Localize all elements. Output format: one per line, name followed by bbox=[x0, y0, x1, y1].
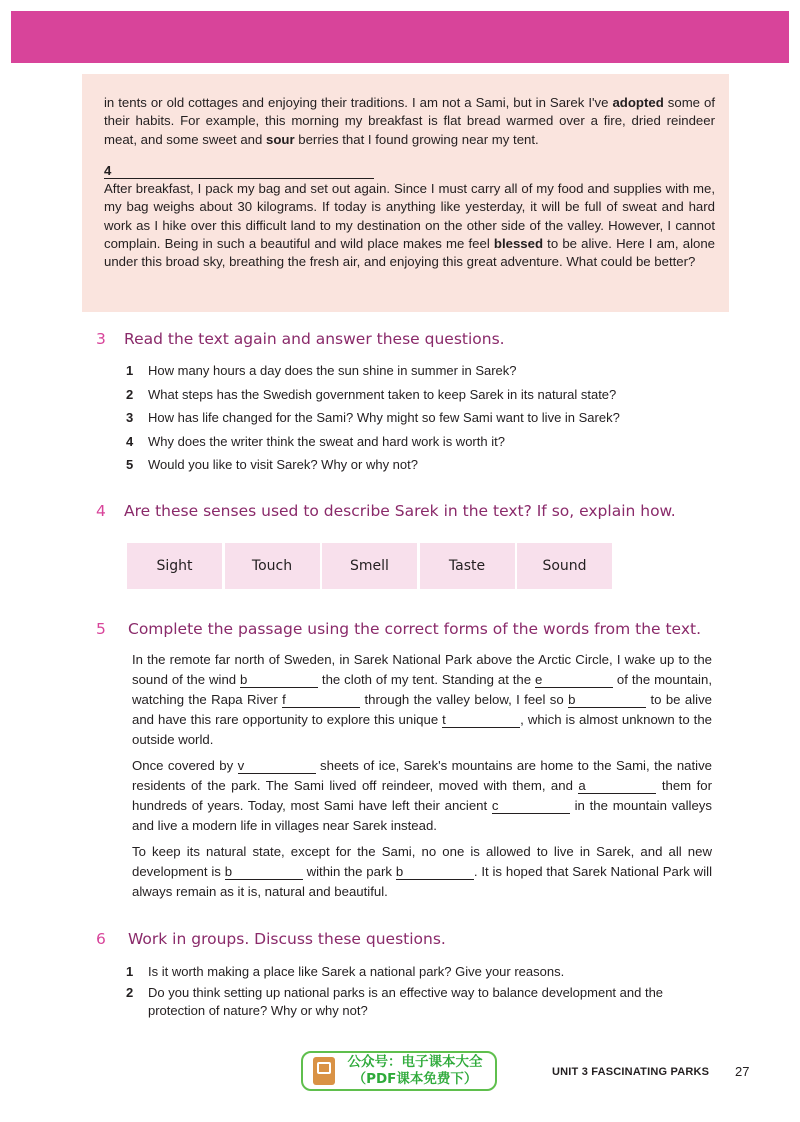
reading-paragraph: After breakfast, I pack my bag and set out again. Since I must carry all of my food and supplies with me, my bag weighs about 30 kilograms. If today is anything like yesterday, it will be full of sweat and hard work as I hike over this difficult land to my destination on the other side of the valley. However, I cannot complain. Being in such a beautiful and wild place makes me feel blessed to be alive. Here I am, alone under this broad sky, breathing the fresh air, and enjoying this great adventure. What could be better? bbox=[104, 181, 715, 270]
answer-blank[interactable]: b bbox=[396, 865, 474, 880]
senses-table bbox=[127, 541, 615, 589]
exercise-3-questions bbox=[126, 359, 620, 477]
vocab-word: blessed bbox=[493, 236, 544, 252]
question-item: 5 Would you like to visit Sarek? Why or why not? bbox=[126, 457, 418, 473]
badge-line: 公众号：电子课本大全 bbox=[347, 1054, 483, 1070]
answer-blank[interactable]: c bbox=[492, 799, 570, 814]
exercise-6-heading bbox=[96, 930, 446, 948]
sense-cell: Sound bbox=[517, 543, 612, 589]
sense-cell: Touch bbox=[225, 543, 320, 589]
exercise-title: Work in groups. Discuss these questions. bbox=[128, 930, 446, 948]
cloze-paragraph: To keep its natural state, except for the Sami, no one is allowed to live in Sarek, and all new development is b within the park b . It is hoped that Sarek National Park will always remain as it is, natural and beautiful. bbox=[132, 844, 712, 899]
sense-cell: Sight bbox=[127, 543, 222, 589]
exercise-number: 4 bbox=[96, 502, 106, 520]
answer-blank[interactable]: b bbox=[225, 865, 303, 880]
promo-badge bbox=[301, 1051, 497, 1091]
exercise-3-heading bbox=[96, 330, 505, 348]
answer-blank[interactable]: f bbox=[282, 693, 360, 708]
exercise-title: Complete the passage using the correct forms of the words from the text. bbox=[128, 620, 701, 638]
sense-cell: Smell bbox=[322, 543, 417, 589]
answer-blank[interactable]: b bbox=[240, 673, 318, 688]
vocab-word: sour bbox=[266, 131, 295, 147]
page-number: 27 bbox=[735, 1064, 750, 1079]
unit-label: UNIT 3 FASCINATING PARKS bbox=[552, 1066, 710, 1078]
exercise-number: 5 bbox=[96, 620, 106, 638]
cloze-paragraph: Once covered by v sheets of ice, Sarek's mountains are home to the Sami, the native residents of the park. The Sami lived off reindeer, moved with them, and a them for hundreds of years. Today, most Sami have left their ancient c in the mountain valleys and live a modern life in villages near Sarek instead. bbox=[132, 758, 713, 833]
question-item: 2 Do you think setting up national parks is an effective way to balance development and the protection of nature? Why or why not? bbox=[126, 984, 664, 1018]
answer-blank[interactable]: v bbox=[238, 759, 316, 774]
exercise-4-heading bbox=[96, 502, 676, 520]
exercise-title: Are these senses used to describe Sarek in the text? If so, explain how. bbox=[124, 502, 676, 520]
exercise-5-heading bbox=[96, 620, 701, 638]
question-item: 4 Why does the writer think the sweat and hard work is worth it? bbox=[126, 433, 505, 449]
question-item: 2 What steps has the Swedish government taken to keep Sarek in its natural state? bbox=[126, 386, 617, 402]
question-item: 1 Is it worth making a place like Sarek a national park? Give your reasons. bbox=[126, 964, 565, 980]
answer-blank[interactable]: b bbox=[568, 693, 646, 708]
reading-paragraph: in tents or old cottages and enjoying their traditions. I am not a Sami, but in Sarek I've adopted some of their habits. For example, this morning my breakfast is flat bread warmed over a fire, dried reindeer meat, and some sweet and sour berries that I found growing near my tent. bbox=[104, 95, 716, 147]
reading-passage bbox=[82, 74, 729, 312]
cloze-paragraph: In the remote far north of Sweden, in Sarek National Park above the Arctic Circle, I wake up to the sound of the wind b the cloth of my tent. Standing at the e of the mountain, watching the Rapa River f through the valley below, I feel so b to be alive and have this rare opportunity to explore this unique t , which is almost unknown to the outside world. bbox=[132, 652, 712, 747]
exercise-number: 6 bbox=[96, 930, 106, 948]
vocab-word: adopted bbox=[612, 95, 664, 110]
cloze-passage bbox=[132, 650, 712, 908]
sense-cell: Taste bbox=[420, 543, 515, 589]
answer-blank[interactable]: e bbox=[535, 673, 613, 688]
badge-line: （PDF课本免费下） bbox=[352, 1071, 478, 1087]
question-item: 3 How has life changed for the Sami? Why might so few Sami want to live in Sarek? bbox=[126, 410, 620, 426]
answer-blank[interactable]: a bbox=[578, 779, 656, 794]
exercise-6-questions bbox=[126, 960, 716, 1020]
paragraph-heading-blank[interactable]: 4 bbox=[104, 163, 374, 179]
exercise-number: 3 bbox=[96, 330, 106, 348]
header-banner bbox=[11, 11, 789, 63]
exercise-title: Read the text again and answer these questions. bbox=[124, 330, 505, 348]
answer-blank[interactable]: t bbox=[442, 713, 520, 728]
book-logo-icon bbox=[313, 1057, 335, 1085]
question-item: 1 How many hours a day does the sun shine in summer in Sarek? bbox=[126, 363, 517, 379]
